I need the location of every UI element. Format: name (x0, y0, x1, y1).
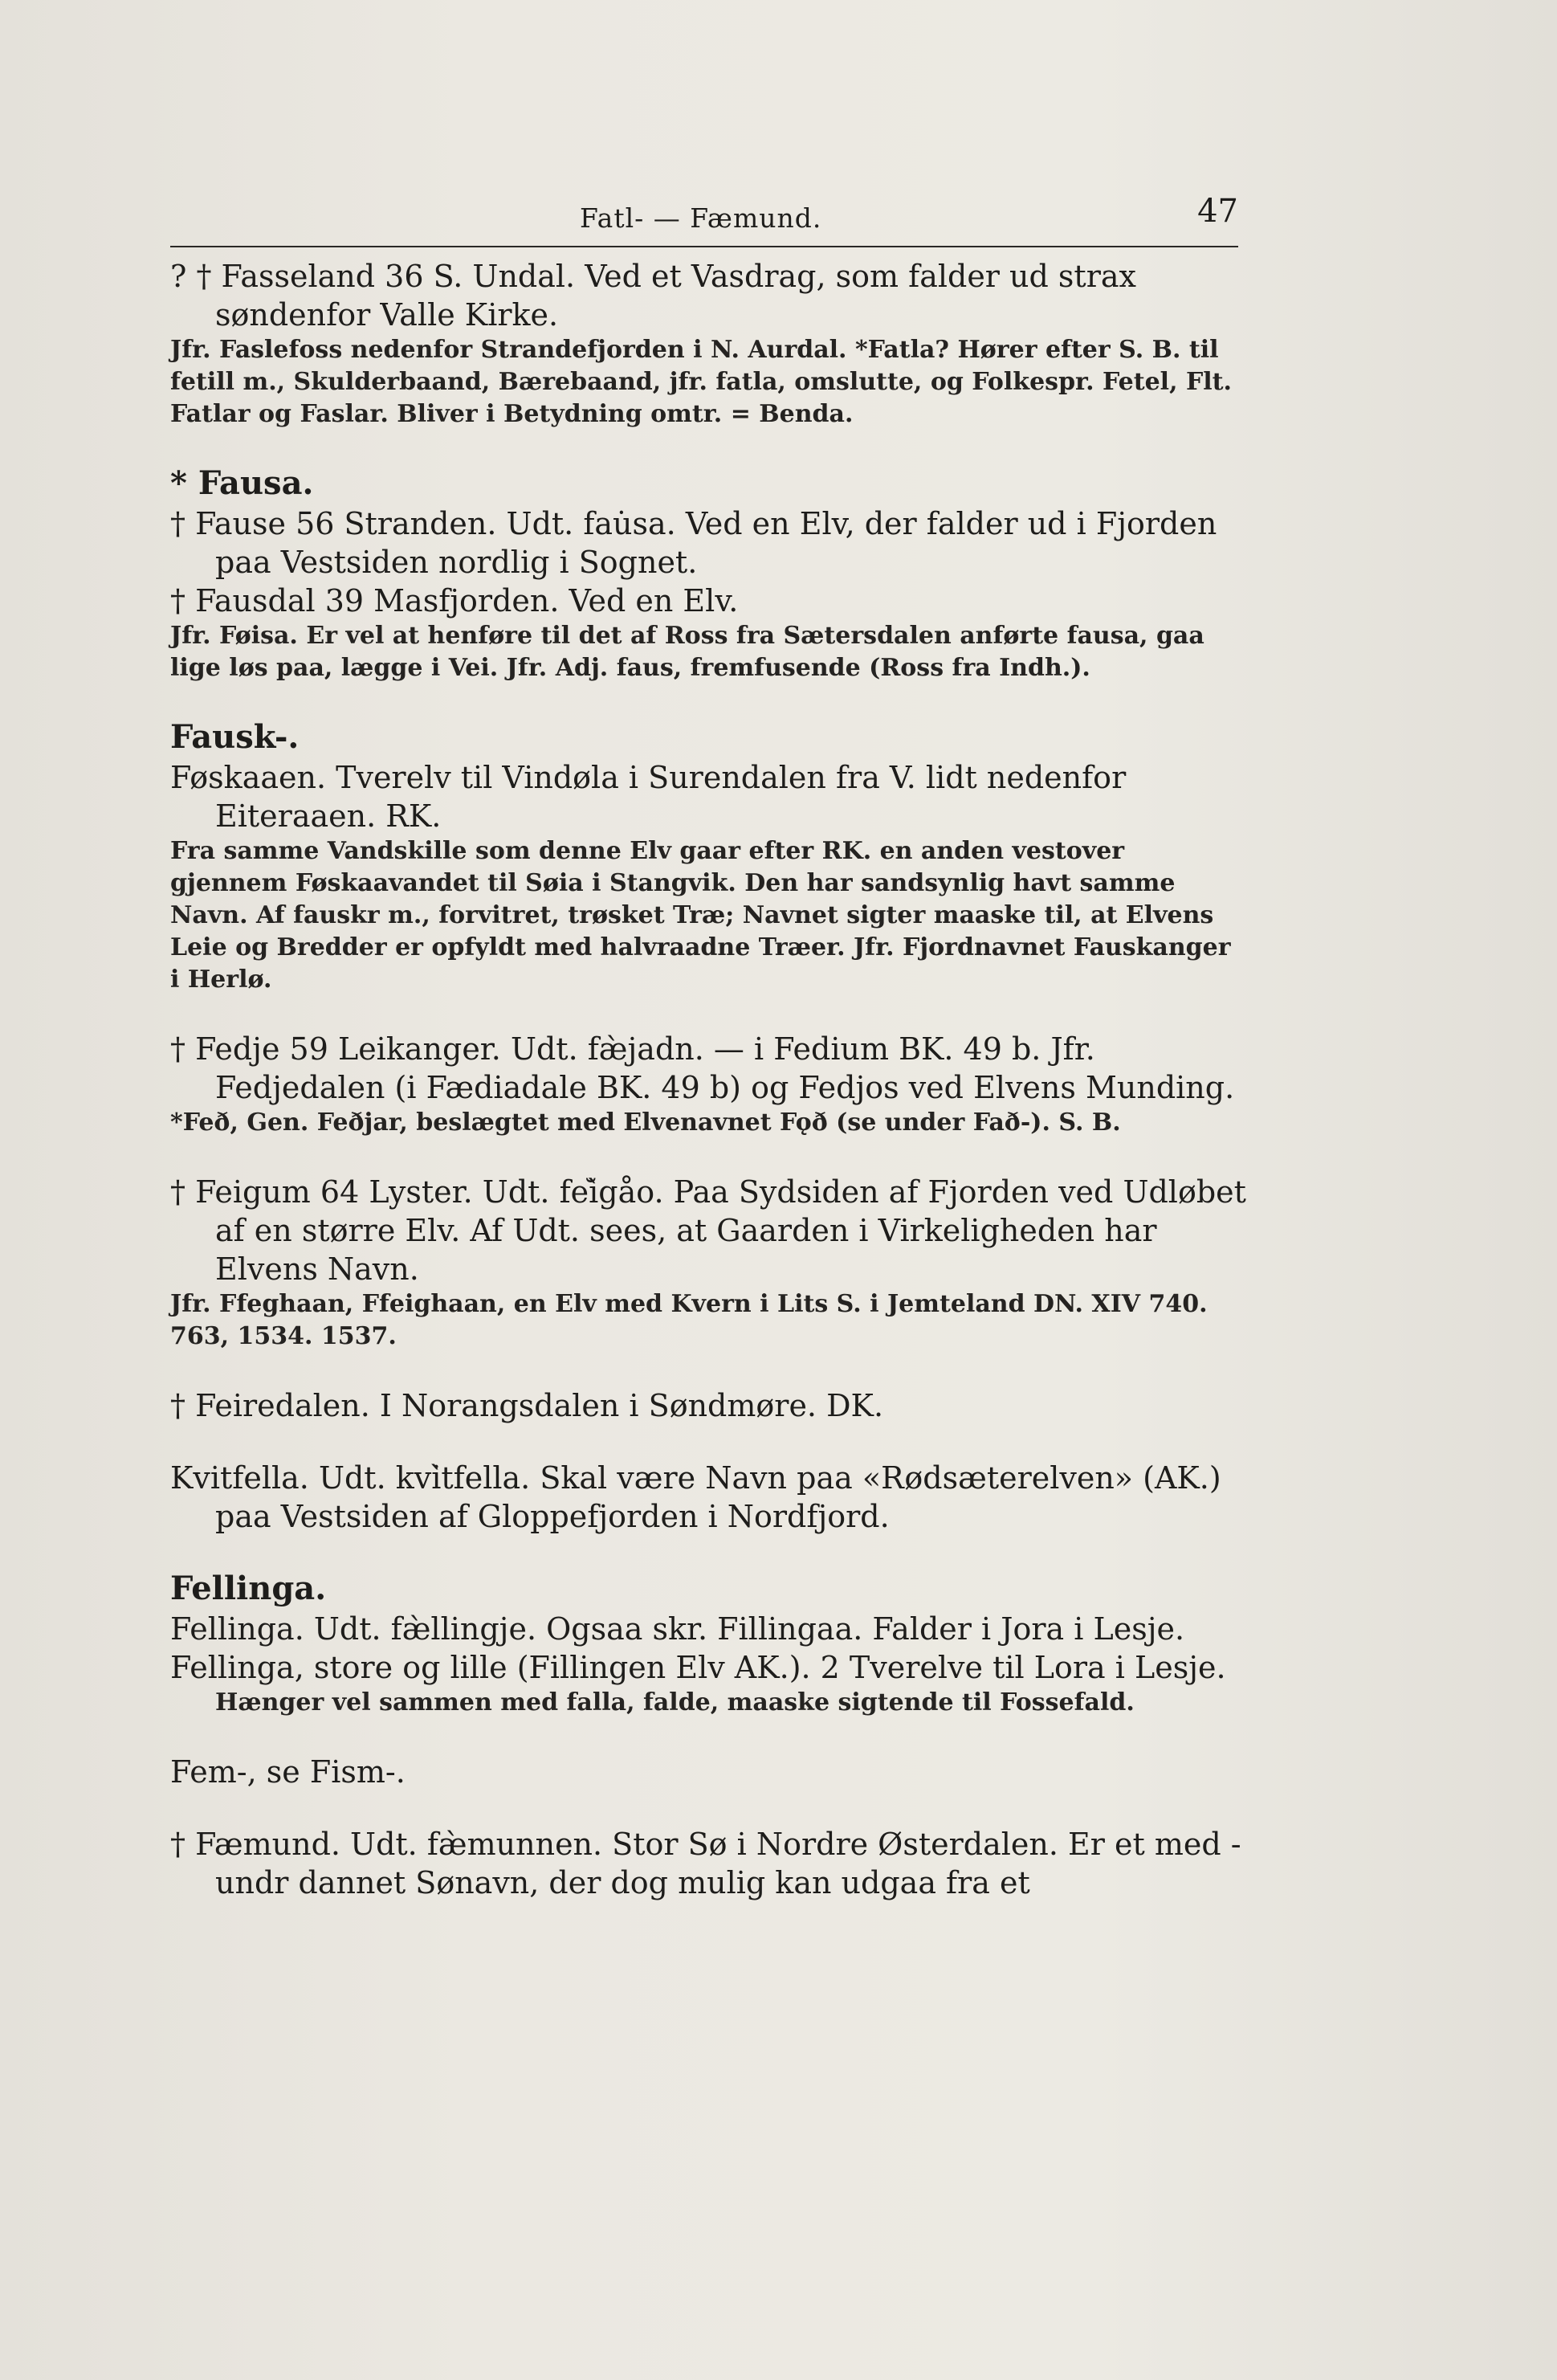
entry-faemund: † Fæmund. Udt. fæ̀munnen. Stor Sø i Nordre Østerdalen. Er et med -undr dannet Sønavn, der dog mulig kan udgaa fra et (170, 1827, 1241, 1900)
entry-fasseland: ? † Fasseland 36 S. Undal. Ved et Vasdrag, som falder ud strax søndenfor Valle Kirke. (170, 259, 1136, 333)
entry-fem: Fem-, se Fism-. (170, 1754, 406, 1790)
note-fausdal: Jfr. Føisa. Er vel at henføre til det af Ross fra Sætersdalen anførte fausa, gaa lige løs paa, lægge i Vei. Jfr. Adj. faus, fremfusende (Ross fra Indh.). (170, 622, 1204, 682)
entry-foskaaen: Føskaaen. Tverelv til Vindøla i Surendalen fra V. lidt nedenfor Eiteraaen. RK. (170, 760, 1127, 834)
note-fedje: *Feð, Gen. Feðjar, beslægtet med Elvenavnet Fǫð (se under Fað-). S. B. (170, 1108, 1121, 1137)
running-head: Fatl- — Fæmund. (580, 202, 822, 234)
entry-fausdal: † Fausdal 39 Masfjorden. Ved en Elv. (170, 583, 739, 618)
entry-feiredalen: † Feiredalen. I Norangsdalen i Søndmøre. DK. (170, 1388, 884, 1423)
dictionary-body (170, 257, 1246, 1902)
page-header (170, 191, 1238, 247)
entry-kvitfella: Kvitfella. Udt. kvi̇̀tfella. Skal være Navn paa «Rødsæterelven» (AK.) paa Vestsiden af Gloppefjorden i Nordfjord. (170, 1460, 1221, 1534)
header-rule (170, 246, 1238, 247)
page-number: 47 (1197, 193, 1238, 230)
heading-fausk: Fausk-. (170, 718, 300, 756)
note-fellinga: Hænger vel sammen med falla, falde, maaske sigtende til Fossefald. (215, 1688, 1135, 1717)
entry-feigum: † Feigum 64 Lyster. Udt. feì̆gåo. Paa Sydsiden af Fjorden ved Udløbet af en større Elv. Af Udt. sees, at Gaarden i Virkeligheden har Elvens Navn. (170, 1174, 1246, 1287)
entry-fellinga-1: Fellinga. Udt. fæ̀llingje. Ogsaa skr. Fillingaa. Falder i Jora i Lesje. (170, 1611, 1185, 1647)
note-foskaaen: Fra samme Vandskille som denne Elv gaar efter RK. en anden vestover gjennem Føskaavandet til Søia i Stangvik. Den har sandsynlig havt samme Navn. Af fauskr m., forvitret, trøsket Træ; Navnet sigter maaske til, at Elvens Leie og Bredder er opfyldt med halvraadne Træer. Jfr. Fjordnavnet Fauskanger i Herlø. (170, 837, 1231, 994)
entry-fellinga-2: Fellinga, store og lille (Fillingen Elv AK.). 2 Tverelve til Lora i Lesje. (170, 1650, 1226, 1685)
heading-fausa: * Fausa. (170, 464, 314, 502)
entry-fause: † Fause 56 Stranden. Udt. fau̇sa. Ved en Elv, der falder ud i Fjorden paa Vestsiden nordlig i Sognet. (170, 506, 1217, 580)
heading-fellinga: Fellinga. (170, 1570, 327, 1607)
note-fasseland: Jfr. Faslefoss nedenfor Strandefjorden i N. Aurdal. *Fatla? Hører efter S. B. til fetill m., Skulderbaand, Bærebaand, jfr. fatla, omslutte, og Folkespr. Fetel, Flt. Fatlar og Faslar. Bliver i Betydning omtr. = Benda. (170, 336, 1232, 428)
note-feigum: Jfr. Ffeghaan, Ffeighaan, en Elv med Kvern i Lits S. i Jemteland DN. XIV 740. 763, 1534. 1537. (170, 1290, 1208, 1350)
entry-fedje: † Fedje 59 Leikanger. Udt. fæ̀jadn. — i Fedium BK. 49 b. Jfr. Fedjedalen (i Fædiadale BK. 49 b) og Fedjos ved Elvens Munding. (170, 1031, 1235, 1105)
